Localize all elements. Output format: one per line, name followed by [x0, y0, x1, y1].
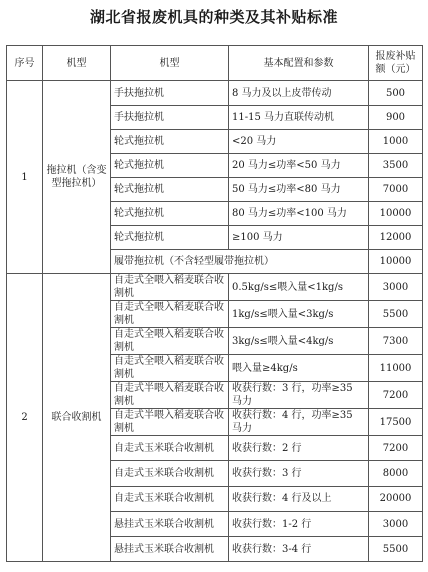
config-cell: 1kg/s≤喂入量<3kg/s	[229, 301, 369, 328]
amount-cell: 7000	[369, 178, 423, 202]
config-cell: 收获行数：3 行，功率≥35 马力	[229, 382, 369, 409]
config-cell: 0.5kg/s≤喂入量<1kg/s	[229, 274, 369, 301]
header-type: 机型	[43, 46, 111, 81]
model-cell: 自走式玉米联合收割机	[111, 486, 229, 511]
model-cell: 轮式拖拉机	[111, 202, 229, 226]
amount-cell: 3000	[369, 511, 423, 536]
amount-cell: 17500	[369, 409, 423, 436]
model-cell: 自走式玉米联合收割机	[111, 436, 229, 461]
config-cell: 喂入量≥4kg/s	[229, 355, 369, 382]
page-title: 湖北省报废机具的种类及其补贴标准	[89, 8, 338, 26]
group-type: 拖拉机（含变型拖拉机）	[43, 81, 111, 274]
config-cell: 20 马力≤功率<50 马力	[229, 154, 369, 178]
table-body	[7, 81, 423, 562]
model-cell: 自走式全喂入稻麦联合收割机	[111, 328, 229, 355]
header-seq: 序号	[7, 46, 43, 81]
amount-cell: 500	[369, 81, 423, 106]
amount-cell: 12000	[369, 226, 423, 250]
group-seq: 1	[7, 81, 43, 274]
amount-cell: 10000	[369, 202, 423, 226]
config-cell: 收获行数：4 行，功率≥35 马力	[229, 409, 369, 436]
model-cell: 自走式全喂入稻麦联合收割机	[111, 274, 229, 301]
config-cell: 收获行数：1-2 行	[229, 511, 369, 536]
config-cell: 收获行数：3 行	[229, 461, 369, 486]
config-cell: 11-15 马力直联传动机	[229, 106, 369, 130]
model-cell: 轮式拖拉机	[111, 226, 229, 250]
amount-cell: 3000	[369, 274, 423, 301]
config-cell: 80 马力≤功率<100 马力	[229, 202, 369, 226]
config-cell: 收获行数：2 行	[229, 436, 369, 461]
config-cell: 3kg/s≤喂入量<4kg/s	[229, 328, 369, 355]
amount-cell: 1000	[369, 130, 423, 154]
amount-cell: 7200	[369, 436, 423, 461]
amount-cell: 900	[369, 106, 423, 130]
model-cell-wide: 履带拖拉机（不含轻型履带拖拉机）	[111, 250, 369, 274]
amount-cell: 20000	[369, 486, 423, 511]
model-cell: 自走式半喂入稻麦联合收割机	[111, 382, 229, 409]
header-model: 机型	[111, 46, 229, 81]
amount-cell: 5500	[369, 301, 423, 328]
model-cell: 自走式半喂入稻麦联合收割机	[111, 409, 229, 436]
model-cell: 自走式玉米联合收割机	[111, 461, 229, 486]
model-cell: 手扶拖拉机	[111, 81, 229, 106]
config-cell: ≥100 马力	[229, 226, 369, 250]
model-cell: 轮式拖拉机	[111, 130, 229, 154]
amount-cell: 7200	[369, 382, 423, 409]
amount-cell: 11000	[369, 355, 423, 382]
amount-cell: 5500	[369, 537, 423, 562]
model-cell: 自走式全喂入稻麦联合收割机	[111, 355, 229, 382]
header-config: 基本配置和参数	[229, 46, 369, 81]
config-cell: 8 马力及以上皮带传动	[229, 81, 369, 106]
model-cell: 手扶拖拉机	[111, 106, 229, 130]
header-amount: 报废补贴额（元）	[369, 46, 423, 81]
table-row	[7, 81, 423, 106]
model-cell: 悬挂式玉米联合收割机	[111, 511, 229, 536]
group-seq: 2	[7, 274, 43, 562]
table-header	[7, 46, 423, 81]
group-type: 联合收割机	[43, 274, 111, 562]
amount-cell: 10000	[369, 250, 423, 274]
config-cell: <20 马力	[229, 130, 369, 154]
subsidy-table	[6, 45, 423, 562]
header-row	[7, 46, 423, 81]
amount-cell: 3500	[369, 154, 423, 178]
model-cell: 自走式全喂入稻麦联合收割机	[111, 301, 229, 328]
amount-cell: 8000	[369, 461, 423, 486]
amount-cell: 7300	[369, 328, 423, 355]
table-row	[7, 274, 423, 301]
model-cell: 轮式拖拉机	[111, 154, 229, 178]
model-cell: 轮式拖拉机	[111, 178, 229, 202]
model-cell: 悬挂式玉米联合收割机	[111, 537, 229, 562]
config-cell: 50 马力≤功率<80 马力	[229, 178, 369, 202]
config-cell: 收获行数：4 行及以上	[229, 486, 369, 511]
config-cell: 收获行数：3-4 行	[229, 537, 369, 562]
